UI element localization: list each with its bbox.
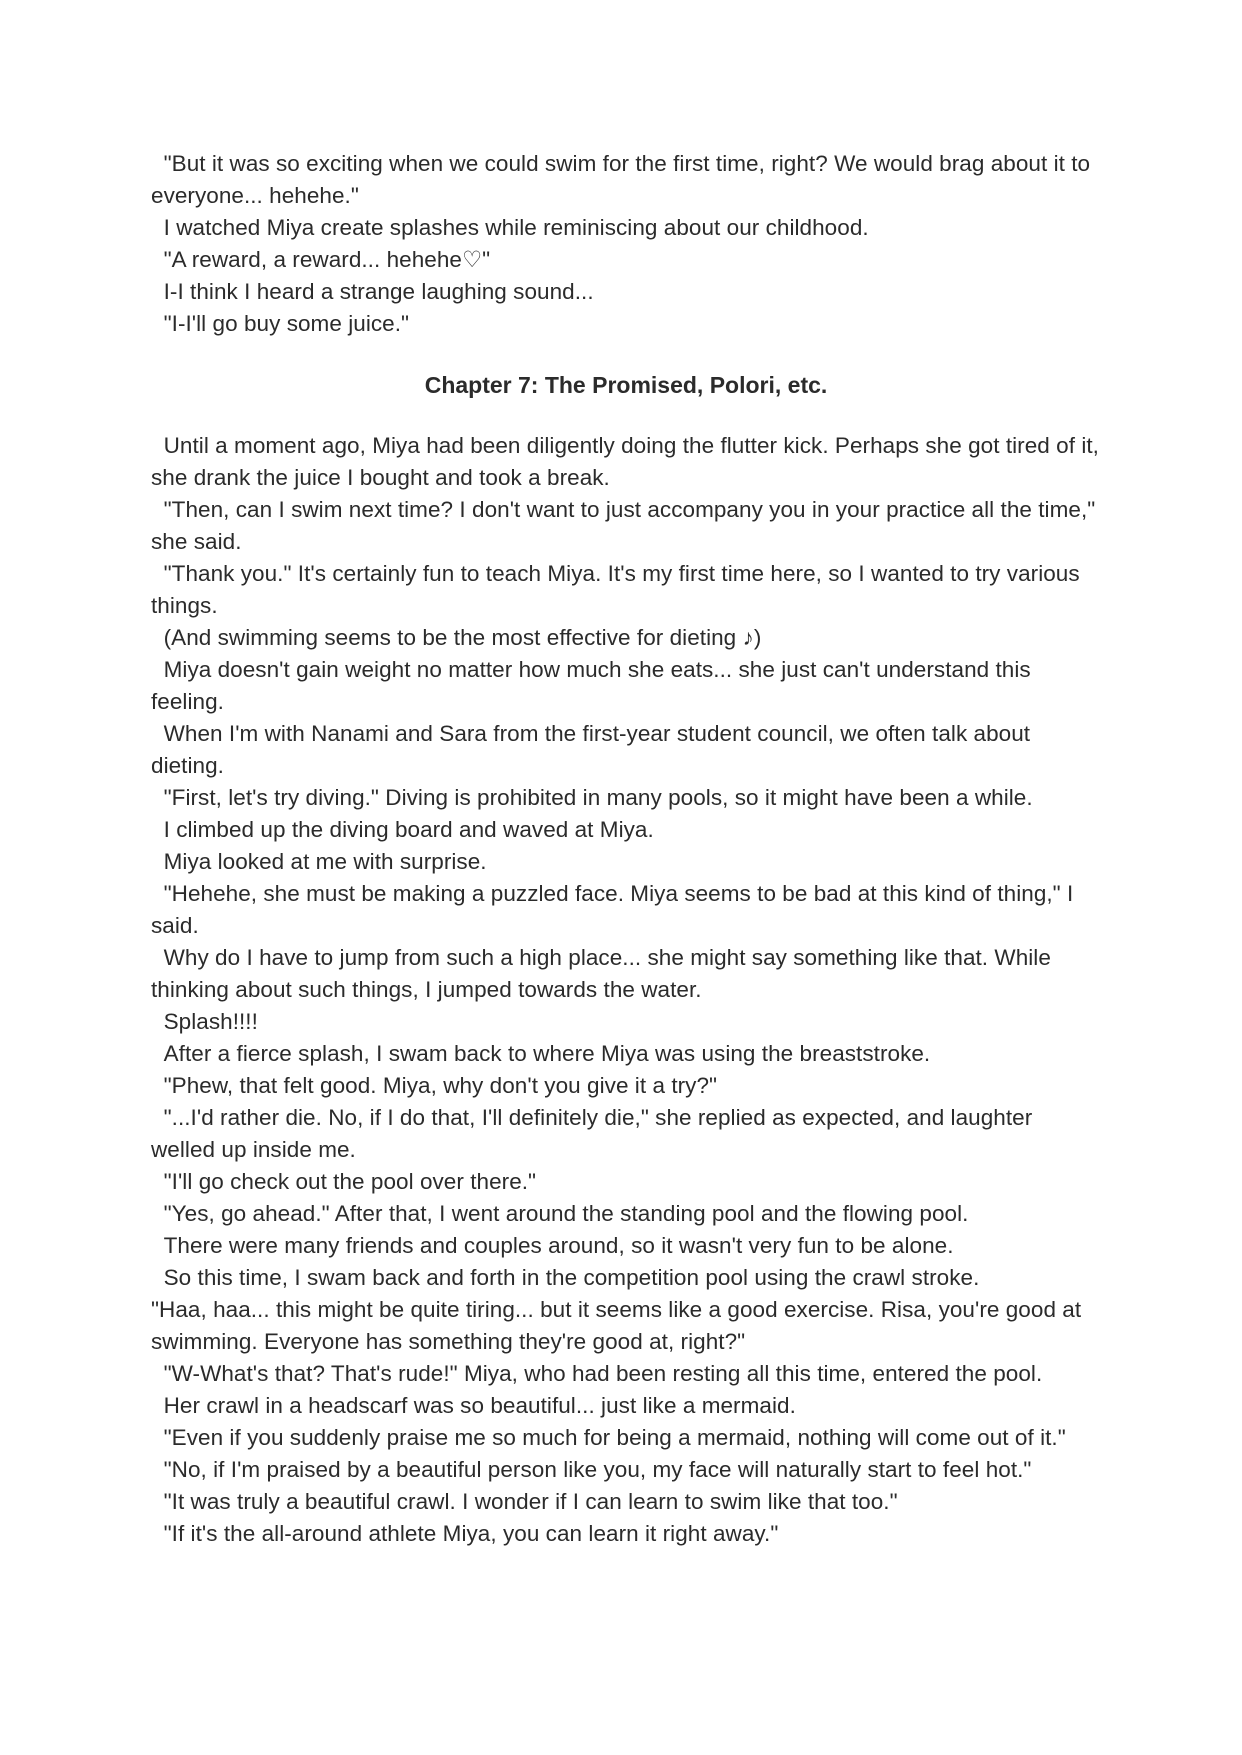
paragraph: "Thank you." It's certainly fun to teach Miya. It's my first time here, so I wanted to try various things. [151, 561, 1086, 618]
paragraph: "Yes, go ahead." After that, I went around the standing pool and the flowing pool. [151, 1201, 969, 1226]
chapter-title: Chapter 7: The Promised, Polori, etc. [424, 372, 828, 398]
paragraph: I-I think I heard a strange laughing sound... [151, 279, 594, 304]
paragraph: Splash!!!! [151, 1009, 258, 1034]
paragraph: There were many friends and couples around, so it wasn't very fun to be alone. [151, 1233, 954, 1258]
paragraph: "It was truly a beautiful crawl. I wonder if I can learn to swim like that too." [151, 1489, 898, 1514]
paragraph: "Hehehe, she must be making a puzzled face. Miya seems to be bad at this kind of thing," I said. [151, 881, 1080, 938]
paragraph: "Even if you suddenly praise me so much for being a mermaid, nothing will come out of it." [151, 1425, 1066, 1450]
main-text-block [151, 430, 1106, 1550]
paragraph: Why do I have to jump from such a high place... she might say something like that. While thinking about such things, I jumped towards the water. [151, 945, 1058, 1002]
paragraph: "W-What's that? That's rude!" Miya, who had been resting all this time, entered the pool. [151, 1361, 1043, 1386]
paragraph: Until a moment ago, Miya had been diligently doing the flutter kick. Perhaps she got tired of it, she drank the juice I bought and took a break. [151, 433, 1106, 490]
paragraph: (And swimming seems to be the most effective for dieting ♪) [151, 625, 762, 650]
paragraph: "Then, can I swim next time? I don't want to just accompany you in your practice all the time," she said. [151, 497, 1102, 554]
paragraph: "A reward, a reward... hehehe♡" [151, 247, 491, 272]
paragraph: "Haa, haa... this might be quite tiring... but it seems like a good exercise. Risa, you're good at swimming. Everyone has something they're good at, right?" [151, 1297, 1088, 1354]
paragraph: I climbed up the diving board and waved at Miya. [151, 817, 654, 842]
paragraph: Miya looked at me with surprise. [151, 849, 487, 874]
paragraph: "Phew, that felt good. Miya, why don't you give it a try?" [151, 1073, 718, 1098]
top-text-block [151, 148, 1101, 340]
paragraph: "I-I'll go buy some juice." [151, 311, 410, 336]
paragraph: So this time, I swam back and forth in the competition pool using the crawl stroke. [151, 1265, 980, 1290]
paragraph: "But it was so exciting when we could swim for the first time, right? We would brag about it to everyone... hehehe." [151, 151, 1097, 208]
paragraph: Her crawl in a headscarf was so beautiful... just like a mermaid. [151, 1393, 796, 1418]
paragraph: I watched Miya create splashes while reminiscing about our childhood. [151, 215, 869, 240]
paragraph: Miya doesn't gain weight no matter how much she eats... she just can't understand this feeling. [151, 657, 1038, 714]
paragraph: "If it's the all-around athlete Miya, you can learn it right away." [151, 1521, 779, 1546]
paragraph: "I'll go check out the pool over there." [151, 1169, 537, 1194]
paragraph: After a fierce splash, I swam back to where Miya was using the breaststroke. [151, 1041, 931, 1066]
paragraph: "No, if I'm praised by a beautiful person like you, my face will naturally start to feel hot." [151, 1457, 1032, 1482]
paragraph: "...I'd rather die. No, if I do that, I'll definitely die," she replied as expected, and laughter welled up inside me. [151, 1105, 1039, 1162]
paragraph: "First, let's try diving." Diving is prohibited in many pools, so it might have been a while. [151, 785, 1033, 810]
paragraph: When I'm with Nanami and Sara from the first-year student council, we often talk about dieting. [151, 721, 1037, 778]
